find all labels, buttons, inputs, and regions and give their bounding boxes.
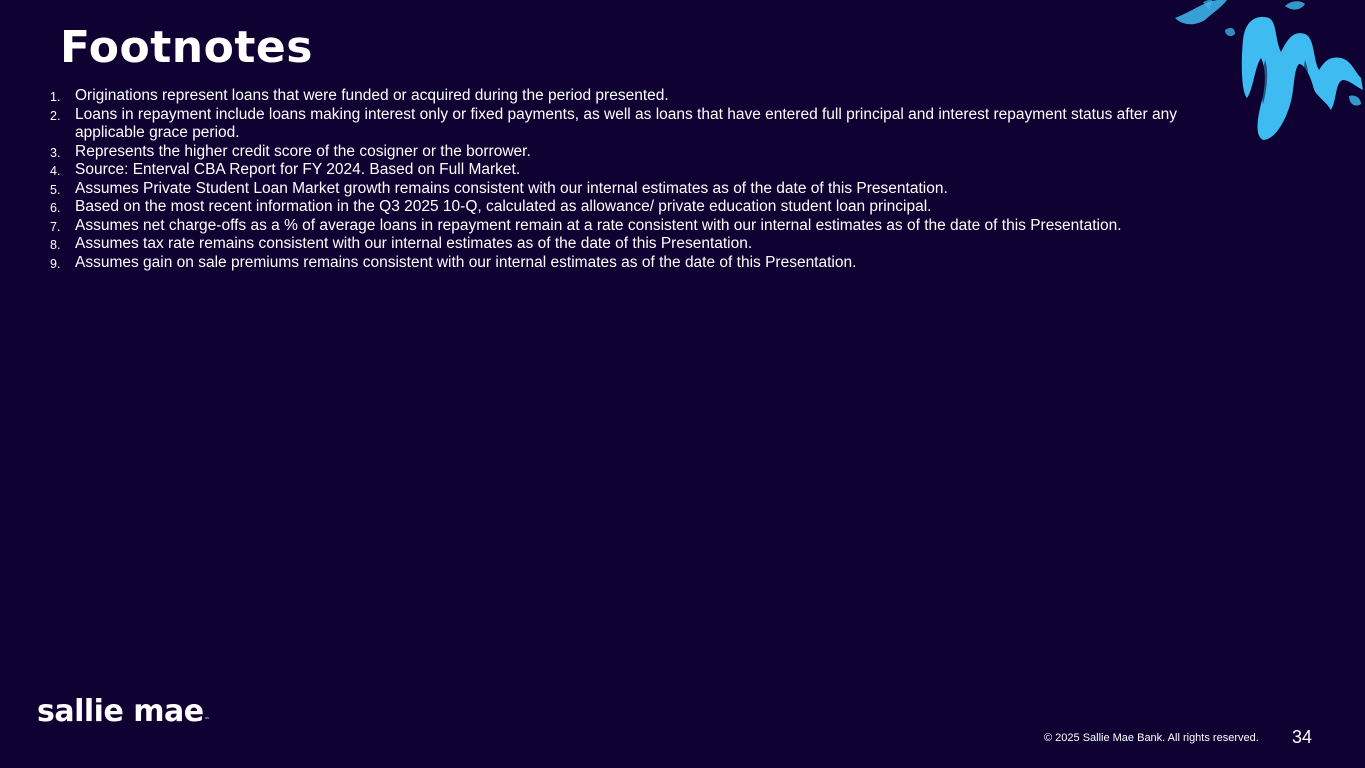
footnote-text: Loans in repayment include loans making interest only or fixed payments, as well as loans that have entered full principal and interest repayment status after any applicable grace period.: [75, 105, 1177, 141]
footnotes-list: [50, 87, 1250, 272]
sallie-mae-logo: [37, 694, 209, 730]
footnote-number: 2.: [50, 108, 61, 123]
footnote-number: 3.: [50, 145, 61, 160]
footnote-item: [50, 254, 1250, 273]
footnote-text: Represents the higher credit score of the cosigner or the borrower.: [75, 142, 531, 160]
footnote-item: [50, 198, 1250, 217]
footnote-text: Assumes gain on sale premiums remains consistent with our internal estimates as of the date of this Presentation.: [75, 253, 857, 271]
footnote-text: Assumes net charge-offs as a % of average loans in repayment remain at a rate consistent with our internal estimates as of the date of this Presentation.: [75, 216, 1122, 234]
footnote-number: 9.: [50, 256, 61, 271]
footnote-item: [50, 87, 1250, 106]
page-number: 34: [1292, 727, 1313, 747]
footnote-item: [50, 161, 1250, 180]
footnote-number: 1.: [50, 90, 61, 104]
footnote-text: Source: Enterval CBA Report for FY 2024. Based on Full Market.: [75, 161, 521, 178]
footnote-text: Assumes tax rate remains consistent with our internal estimates as of the date of this Presentation.: [75, 235, 753, 252]
paint-brush-stroke-icon: [1165, 0, 1365, 150]
copyright-text: © 2025 Sallie Mae Bank. All rights reserved.: [1044, 732, 1259, 744]
footnote-number: 5.: [50, 182, 61, 197]
footnote-text: Assumes Private Student Loan Market growth remains consistent with our internal estimates as of the date of this Presentation.: [75, 179, 948, 197]
logo-text: sallie mae: [37, 694, 204, 729]
footnote-item: [50, 235, 1250, 254]
footnote-text: Originations represent loans that were funded or acquired during the period presented.: [75, 87, 669, 104]
footnote-item: [50, 143, 1250, 162]
footnote-number: 6.: [50, 201, 61, 215]
page-title: Footnotes: [60, 22, 313, 73]
footnote-number: 7.: [50, 219, 61, 234]
footnote-item: [50, 180, 1250, 199]
logo-trademark: ™: [204, 717, 210, 723]
footnote-text: Based on the most recent information in the Q3 2025 10-Q, calculated as allowance/ private education student loan principal.: [75, 198, 932, 215]
footnote-number: 8.: [50, 238, 61, 252]
footnote-item: [50, 217, 1250, 236]
footnote-item: [50, 106, 1250, 143]
footnote-number: 4.: [50, 164, 61, 178]
